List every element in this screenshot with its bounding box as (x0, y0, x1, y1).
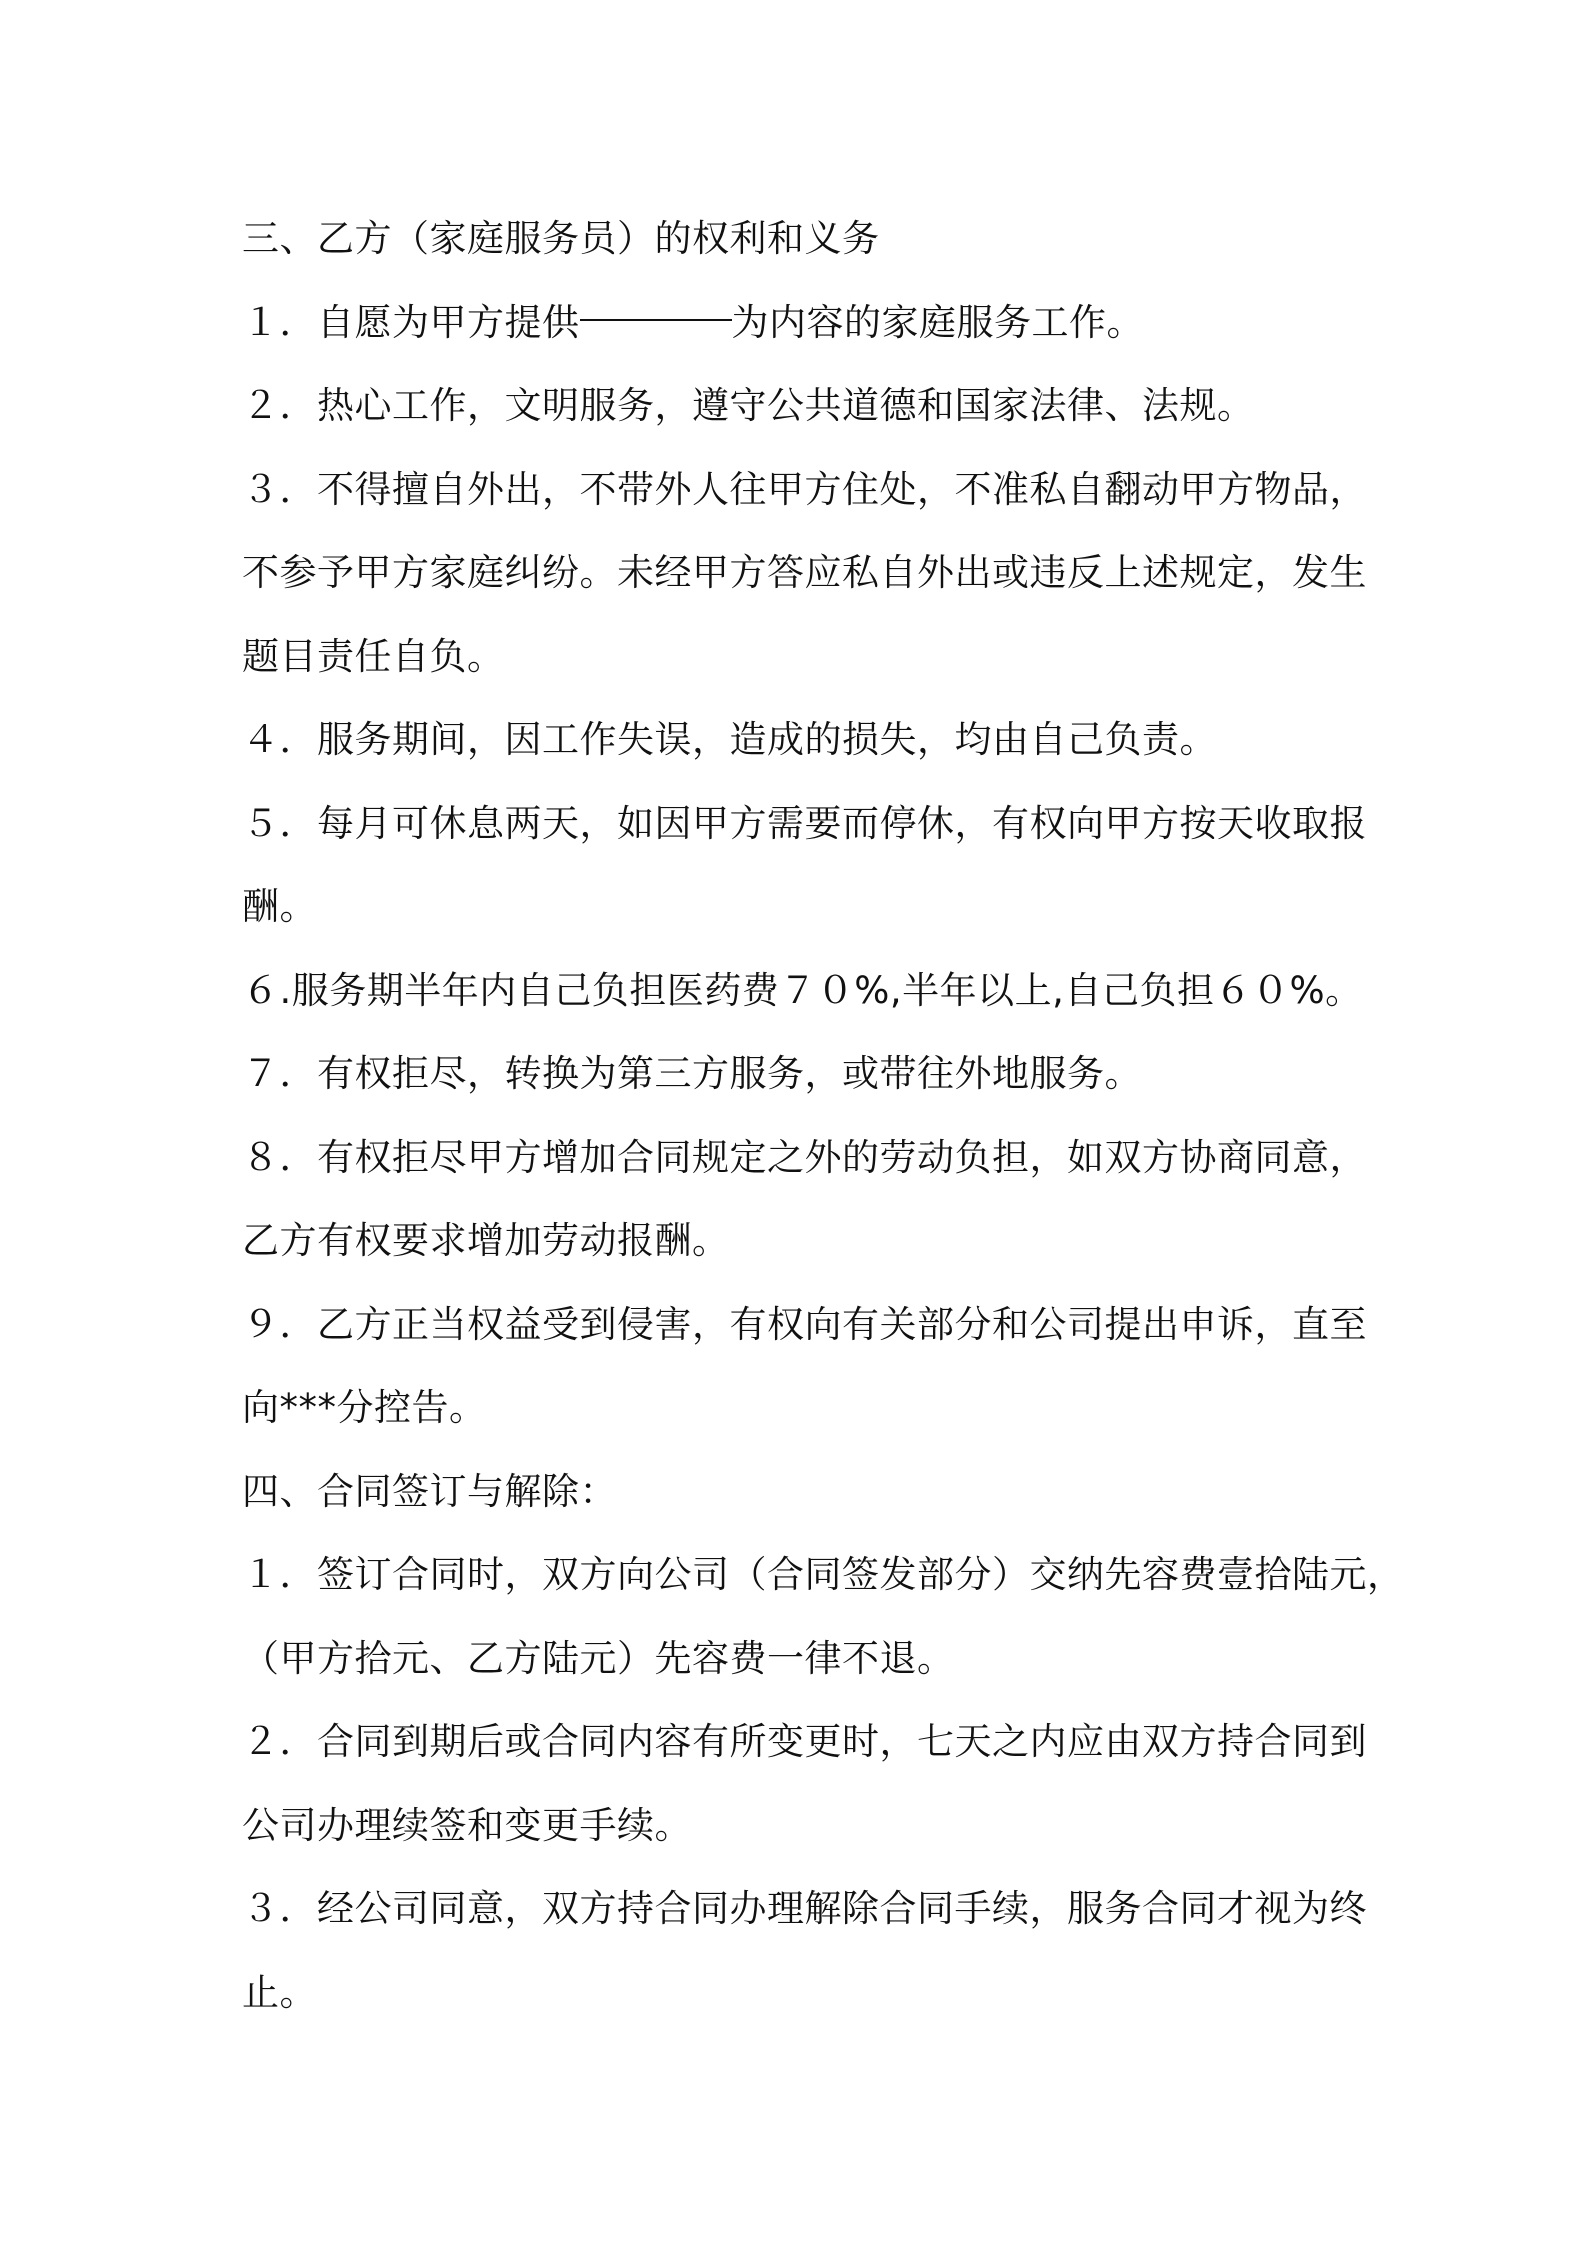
clause-3-8-line-2 (242, 1199, 1372, 1283)
clause-3-1 (242, 281, 1372, 365)
clause-4-3-text-2: 止。 (242, 1970, 317, 2014)
clause-4-2-text-1: ２．合同到期后或合同内容有所变更时，七天之内应由双方持合同到 (242, 1720, 1367, 1763)
section-heading-3-text: 三、乙方（家庭服务员）的权利和义务 (242, 217, 880, 260)
clause-4-1-text-2: （甲方拾元、乙方陆元）先容费一律不退。 (242, 1636, 955, 1680)
clause-3-5-line-2 (242, 865, 1372, 949)
clause-3-3-text-1: ３．不得擅自外出，不带外人往甲方住处，不准私自翻动甲方物品， (242, 467, 1367, 511)
clause-3-3-text-2: 不参予甲方家庭纠纷。未经甲方答应私自外出或违反上述规定，发生 (242, 551, 1367, 594)
clause-3-9-line-1 (242, 1283, 1372, 1367)
clause-3-4 (242, 698, 1372, 782)
clause-4-3-line-1 (242, 1867, 1372, 1951)
clause-3-5-text-1: ５．每月可休息两天，如因甲方需要而停休，有权向甲方按天收取报 (242, 801, 1367, 845)
clause-3-2-text: ２．热心工作，文明服务，遵守公共道德和国家法律、法规。 (242, 384, 1255, 427)
clause-3-5-line-1 (242, 782, 1372, 866)
clause-3-3-line-2 (242, 531, 1372, 615)
clause-4-3-line-2 (242, 1951, 1372, 2035)
clause-4-1-line-1 (242, 1533, 1405, 1617)
section-heading-4 (242, 1450, 1372, 1534)
clause-3-3-line-3 (242, 615, 1372, 699)
document-body (242, 197, 1405, 2034)
section-heading-4-text: 四、合同签订与解除： (242, 1469, 617, 1513)
clause-4-3-text-1: ３．经公司同意，双方持合同办理解除合同手续，服务合同才视为终 (242, 1887, 1367, 1930)
clause-4-1-text-1: １．签订合同时，双方向公司（合同签发部分）交纳先容费壹拾陆元， (242, 1553, 1405, 1596)
clause-3-6 (242, 949, 1372, 1033)
fill-in-blank (580, 318, 732, 321)
section-heading-3 (242, 197, 1372, 281)
clause-3-9-line-2 (242, 1366, 1372, 1450)
clause-3-7-text: ７．有权拒尽，转换为第三方服务，或带往外地服务。 (242, 1052, 1142, 1095)
clause-4-1-line-2 (242, 1617, 1372, 1701)
clause-3-3-text-3: 题目责任自负。 (242, 634, 505, 678)
clause-4-2-line-2 (242, 1784, 1372, 1868)
clause-3-7 (242, 1032, 1372, 1116)
clause-3-8-text-1: ８．有权拒尽甲方增加合同规定之外的劳动负担，如双方协商同意， (242, 1135, 1367, 1179)
clause-4-2-line-1 (242, 1700, 1372, 1784)
clause-3-2 (242, 364, 1372, 448)
clause-3-6-text: ６.服务期半年内自己负担医药费７０%,半年以上,自己负担６０%。 (242, 968, 1363, 1012)
clause-3-4-text: ４．服务期间，因工作失误，造成的损失，均由自己负责。 (242, 718, 1217, 761)
clause-4-2-text-2: 公司办理续签和变更手续。 (242, 1803, 692, 1847)
clause-3-9-text-1: ９．乙方正当权益受到侵害，有权向有关部分和公司提出申诉，直至 (242, 1302, 1367, 1346)
clause-3-5-text-2: 酬。 (242, 885, 317, 928)
clause-3-8-line-1 (242, 1116, 1372, 1200)
clause-3-9-text-2: 向***分控告。 (242, 1386, 487, 1429)
clause-3-1-text-a: １．自愿为甲方提供 (242, 300, 580, 344)
clause-3-1-text-b: 为内容的家庭服务工作。 (731, 300, 1144, 344)
clause-3-3-line-1 (242, 448, 1372, 532)
clause-3-8-text-2: 乙方有权要求增加劳动报酬。 (242, 1219, 730, 1262)
